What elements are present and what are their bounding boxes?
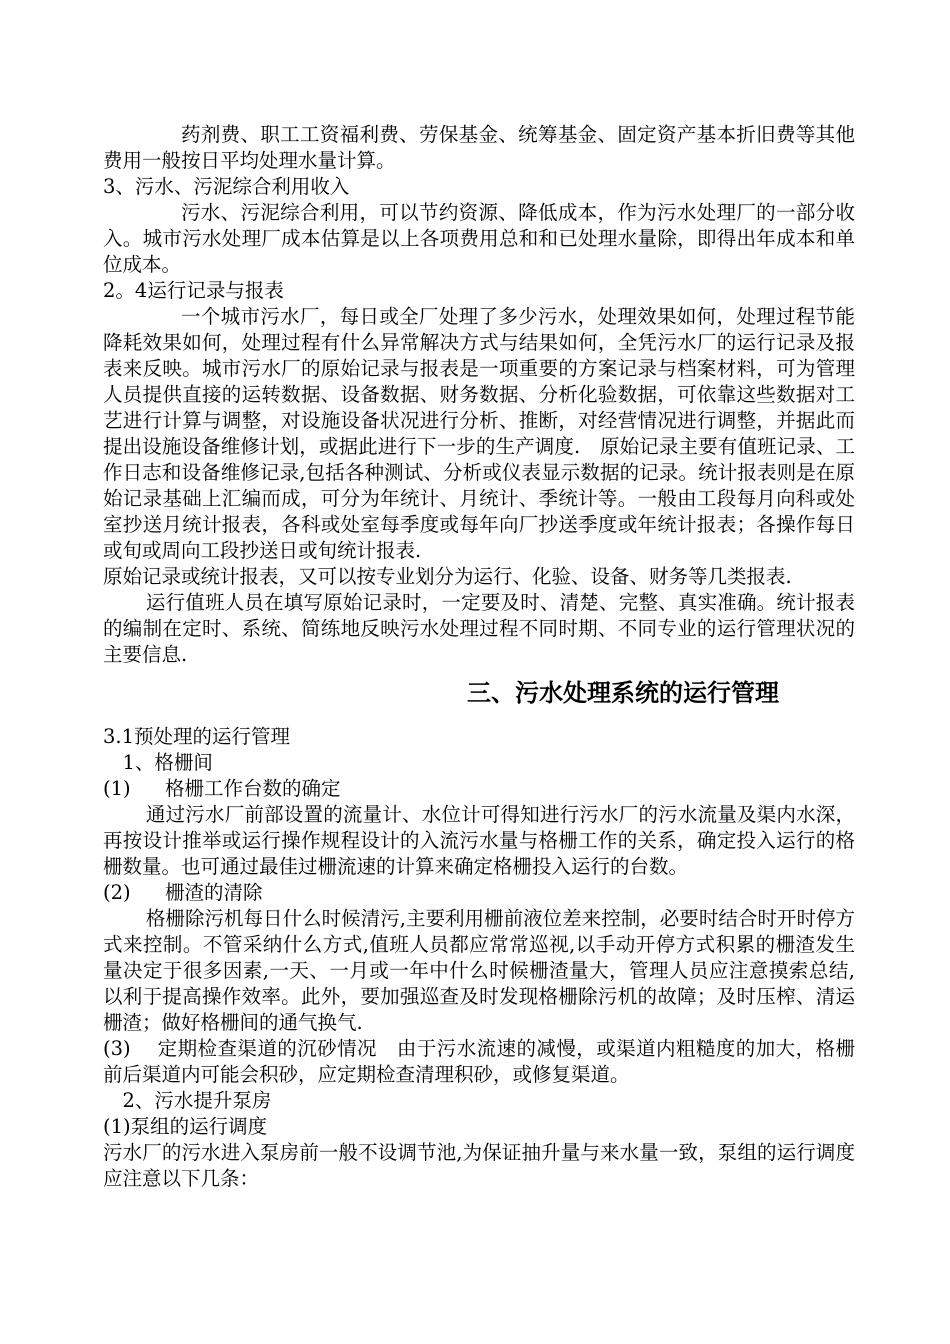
paragraph-pump-scheduling: 污水厂的污水进入泵房前一般不设调节池,为保证抽升量与来水量一致，泵组的运行调度应注意以下几条： [103,1141,855,1190]
paragraph-channel-check: (3) 定期检查渠道的沉砂情况 由于污水流速的减慢，或渠道内粗糙度的加大，格栅前后渠道内可能会积砂，应定期检查清理积砂，或修复渠道。 [103,1037,855,1086]
item-title: 格栅工作台数的确定 [165,777,341,800]
item-title: 栅渣的清除 [165,881,263,904]
section-title-records-reports: 2。4运行记录与报表 [103,279,284,302]
item-screen-count [103,776,855,802]
item-title-pump-scheduling: (1)泵组的运行调度 [103,1115,268,1138]
chapter-heading: 三、污水处理系统的运行管理 [467,679,779,707]
section-title-pretreatment: 3.1预处理的运行管理 [103,725,291,748]
subsection-title-pump-house: 2、污水提升泵房 [122,1089,272,1112]
document-page [103,122,855,1192]
paragraph-duty-staff: 运行值班人员在填写原始记录时，一定要及时、清楚、完整、真实准确。统计报表的编制在定时、系统、简练地反映污水处理过程不同时期、不同专业的运行管理状况的主要信息. [103,591,855,666]
paragraph-records: 一个城市污水厂，每日或全厂处理了多少污水，处理效果如何，处理过程节能降耗效果如何，处理过程有什么异常解决方式与结果如何，全凭污水厂的运行记录及报表来反映。城市污水厂的原始记录与报表是一项重要的方案记录与档案材料，可为管理人员提供直接的运转数据、设备数据、财务数据、分析化验数据，可依靠这些数据对工艺进行计算与调整，对设施设备状况进行分析、推断，对经营情况进行调整，并据此而提出设施设备维修计划，或据此进行下一步的生产调度. 原始记录主要有值班记录、工作日志和设备维修记录,包括各种测试、分析或仪表显示数据的记录。统计报表则是在原始记录基础上汇编而成，可分为年统计、月统计、季统计等。一般由工段每月向科或处室抄送月统计报表，各科或处室每季度或每年向厂抄送季度或年统计报表；各操作每日或旬或周向工段抄送日或旬统计报表. [103,305,855,562]
item-number: (2) [103,881,131,904]
paragraph-utilization: 污水、污泥综合利用，可以节约资源、降低成本，作为污水处理厂的一部分收入。城市污水处理厂成本估算是以上各项费用总和和已处理水量除，即得出年成本和单位成本。 [103,201,855,276]
item-screenings-removal [103,880,855,906]
paragraph-screen-count: 通过污水厂前部设置的流量计、水位计可得知进行污水厂的污水流量及渠内水深，再按设计推举或运行操作规程设计的入流污水量与格栅工作的关系，确定投入运行的格栅数量。也可通过最佳过栅流速的计算来确定格栅投入运行的台数。 [103,803,855,878]
subsection-title-screen-room: 1、格栅间 [122,751,213,774]
paragraph-report-types: 原始记录或统计报表，又可以按专业划分为运行、化验、设备、财务等几类报表. [103,565,792,588]
item-number: (1) [103,777,131,800]
section-title-utilization-income: 3、污水、污泥综合利用收入 [103,175,350,198]
paragraph-other-costs: 药剂费、职工工资福利费、劳保基金、统筹基金、固定资产基本折旧费等其他费用一般按日平均处理水量计算。 [103,123,855,172]
paragraph-screenings-removal: 格栅除污机每日什么时候清污,主要利用栅前液位差来控制，必要时结合时开时停方式来控制。不管采纳什么方式,值班人员都应常常巡视,以手动开停方式积累的栅渣发生量决定于很多因素,一天、一月或一年中什么时候栅渣量大，管理人员应注意摸索总结,以利于提高操作效率。此外，要加强巡查及时发现格栅除污机的故障；及时压榨、清运栅渣；做好格栅间的通气换气. [103,907,855,1034]
